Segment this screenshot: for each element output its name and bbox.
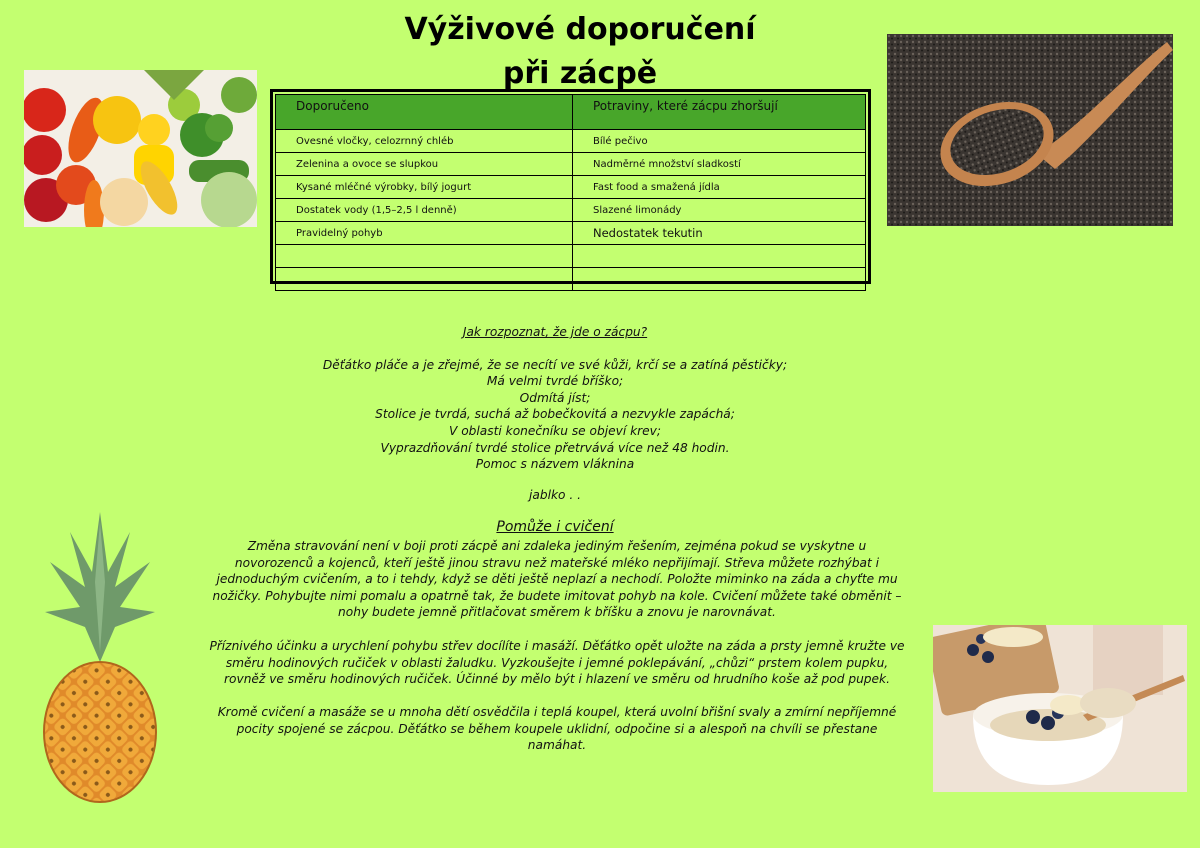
table-row	[276, 222, 866, 245]
paragraph-line: namáhat.	[527, 738, 587, 753]
oatmeal-bowl-image	[933, 625, 1187, 792]
vegetables-fruits-image	[24, 70, 257, 227]
paragraph-line: novorozenců a kojenců, kteří ještě jinou stravu než mateřské mléko nepřijímají. Střeva můžete rozhýbat i	[234, 555, 880, 570]
page-title-line2: při zácpě	[502, 56, 658, 91]
page-title-line1: Výživové doporučení	[404, 12, 756, 47]
paragraph-line: Kromě cvičení a masáže se u mnoha dětí osvědčila i teplá koupel, která uvolní břišní svaly a zmírní nepříjemné	[217, 705, 897, 719]
table-row	[276, 153, 866, 176]
paragraph-line: jednoduchým cvičením, a to i tehdy, když se děti ještě neplazí a nechodí. Položte miminko na záda a chyťte mu	[216, 572, 898, 587]
table-cell: Nadměrné množství sladkostí	[573, 153, 866, 176]
table-cell: Nedostatek tekutin	[573, 222, 866, 245]
symptom-line: Odmítá jíst;	[519, 390, 591, 405]
table-row	[276, 245, 866, 268]
table-cell: Ovesné vločky, celozrnný chléb	[276, 130, 573, 153]
recognize-section	[290, 324, 820, 473]
paragraph-line: Změna stravování není v boji proti zácpě ani zdaleka jediným řešením, zejména pokud se vyskytne u	[247, 539, 867, 553]
table-cell	[573, 245, 866, 268]
table-row	[276, 130, 866, 153]
symptom-line: Má velmi tvrdé bříško;	[486, 374, 624, 389]
exercise-paragraph-3	[182, 704, 932, 754]
table-cell	[573, 268, 866, 291]
paragraph-line: rovněž ve směru hodinových ručiček. Účinné by mělo být i hlazení ve směru od hrudního koše až pod pupek.	[224, 672, 890, 687]
pineapple-image	[40, 512, 160, 804]
symptom-line: Děťátko pláče a je zřejmé, že se necítí ve své kůži, krčí se a zatíná pěstičky;	[322, 357, 788, 372]
table-cell: Kysané mléčné výrobky, bílý jogurt	[276, 176, 573, 199]
fiber-line: Pomoc s názvem vláknina	[475, 457, 635, 472]
table-cell	[276, 268, 573, 291]
paragraph-line: pocity spojené se zácpou. Děťátko se během koupele uklidní, odpočine si a alespoň na chvíli se přestane	[236, 721, 878, 736]
symptom-line: Vyprazdňování tvrdé stolice přetrvává více než 48 hodin.	[380, 440, 730, 455]
table-row	[276, 176, 866, 199]
paragraph-line: nožičky. Pohybujte nimi pomalu a opatrně tak, že budete imitovat pohyb na kole. Cvičení můžete také obměnit –	[212, 588, 902, 603]
exercise-title: Pomůže i cvičení	[496, 519, 614, 535]
paragraph-line: nohy budete jemně přitlačovat směrem k bříšku a znovu je narovnávat.	[338, 605, 776, 620]
symptom-line: Stolice je tvrdá, suchá až bobečkovitá a nezvykle zapáchá;	[375, 407, 735, 422]
page-title	[330, 8, 830, 96]
table-cell: Fast food a smažená jídla	[573, 176, 866, 199]
table-cell: Pravidelný pohyb	[276, 222, 573, 245]
table-cell: Slazené limonády	[573, 199, 866, 222]
header-worsening-foods: Potraviny, které zácpu zhoršují	[573, 95, 866, 130]
paragraph-line: Příznivého účinku a urychlení pohybu střev docílíte i masáží. Děťátko opět uložte na záda a prsty jemně kružte ve	[209, 639, 905, 653]
exercise-paragraph-2	[182, 638, 932, 688]
recognize-title: Jak rozpoznat, že jde o zácpu?	[462, 325, 648, 339]
header-recommended: Doporučeno	[276, 95, 573, 130]
table-row	[276, 268, 866, 291]
exercise-paragraph-1	[182, 538, 932, 621]
table-cell: Bílé pečivo	[573, 130, 866, 153]
recommendation-table	[270, 89, 871, 284]
table-cell: Zelenina a ovoce se slupkou	[276, 153, 573, 176]
table-row	[276, 199, 866, 222]
apple-line: jablko . .	[529, 488, 581, 502]
paragraph-line: směru hodinových ručiček v oblasti žaludku. Vyzkoušejte i jemné poklepávání, „chůzi“ prstem kolem pupku,	[225, 655, 889, 670]
table-header-row	[276, 95, 866, 130]
symptom-line: V oblasti konečníku se objeví krev;	[448, 423, 661, 438]
table-cell	[276, 245, 573, 268]
table-cell: Dostatek vody (1,5–2,5 l denně)	[276, 199, 573, 222]
chia-seeds-spoon-image	[887, 34, 1173, 226]
